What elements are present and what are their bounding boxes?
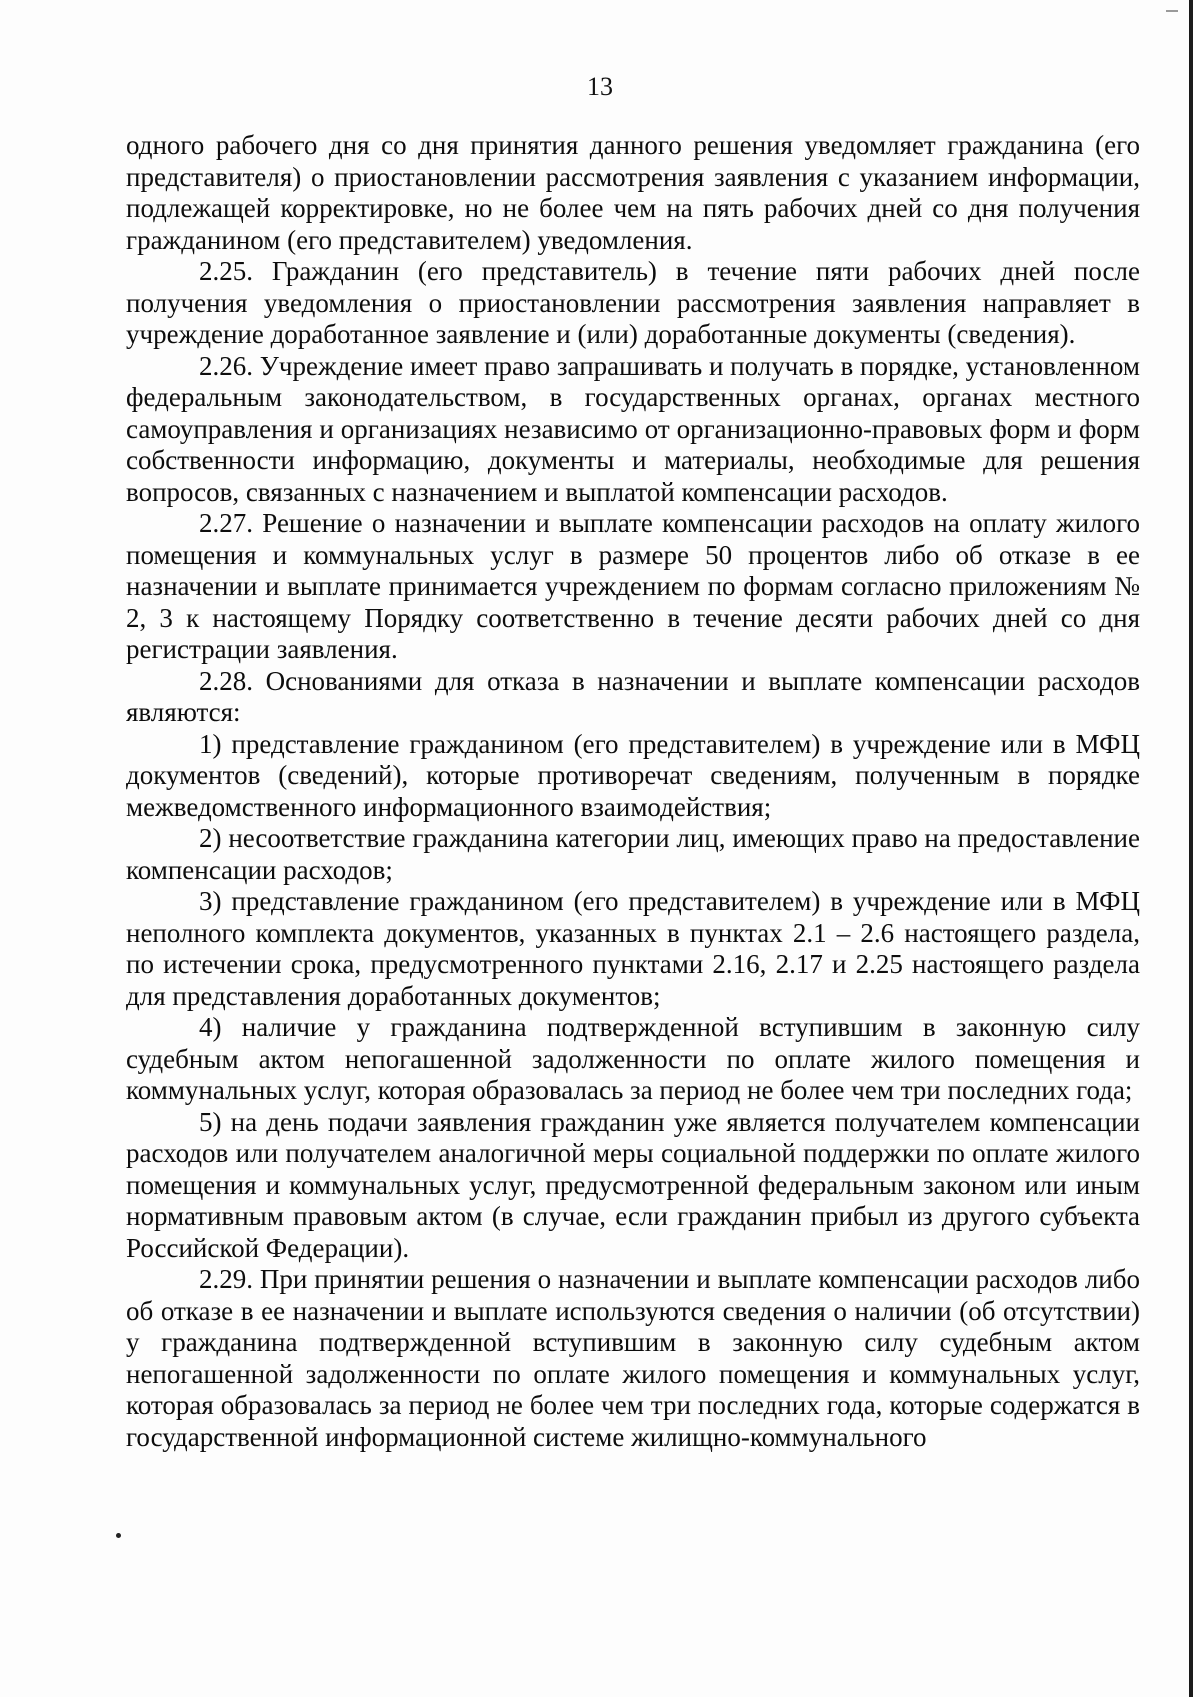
scan-corner-mark (1166, 10, 1178, 12)
document-body (126, 130, 1140, 1453)
page-number: 13 (587, 72, 613, 101)
paragraph-2-28: 2.28. Основаниями для отказа в назначении и выплате компенсации расходов являются: (126, 665, 1140, 727)
scan-edge-line (1189, 0, 1193, 1697)
list-item-5: 5) на день подачи заявления гражданин уже является получателем компенсации расходов или получателем аналогичной меры социальной поддержки по оплате жилого помещения и коммунальных услуг, предусмотренной федеральным законом или иным нормативным правовым актом (в случае, если гражданин прибыл из другого субъекта Российской Федерации). (126, 1106, 1140, 1263)
paragraph-continuation: одного рабочего дня со дня принятия данного решения уведомляет гражданина (его представителя) о приостановлении рассмотрения заявления с указанием информации, подлежащей корректировке, но не более чем на пять рабочих дней со дня получения гражданином (его представителем) уведомления. (126, 130, 1140, 255)
margin-dot-mark (116, 1533, 121, 1538)
list-item-4: 4) наличие у гражданина подтвержденной вступившим в законную силу судебным актом непогашенной задолженности по оплате жилого помещения и коммунальных услуг, которая образовалась за период не более чем три последних года; (126, 1012, 1140, 1105)
paragraph-2-27: 2.27. Решение о назначении и выплате компенсации расходов на оплату жилого помещения и коммунальных услуг в размере 50 процентов либо об отказе в ее назначении и выплате принимается учреждением по формам согласно приложениям № 2, 3 к настоящему Порядку соответственно в течение десяти рабочих дней со дня регистрации заявления. (126, 508, 1140, 664)
list-item-1: 1) представление гражданином (его представителем) в учреждение или в МФЦ документов (сведений), которые противоречат сведениям, полученным в порядке межведомственного информационного взаимодействия; (126, 728, 1140, 822)
paragraph-2-26: 2.26. Учреждение имеет право запрашивать и получать в порядке, установленном федеральным законодательством, в государственных органах, органах местного самоуправления и организациях независимо от организационно-правовых форм и форм собственности информацию, документы и материалы, необходимые для решения вопросов, связанных с назначением и выплатой компенсации расходов. (126, 350, 1140, 507)
list-item-2: 2) несоответствие гражданина категории лиц, имеющих право на предоставление компенсации расходов; (126, 823, 1140, 885)
paragraph-2-29: 2.29. При принятии решения о назначении и выплате компенсации расходов либо об отказе в ее назначении и выплате используются сведения о наличии (об отсутствии) у гражданина подтвержденной вступившим в законную силу судебным актом непогашенной задолженности по оплате жилого помещения и коммунальных услуг, которая образовалась за период не более чем три последних года, которые содержатся в государственной информационной системе жилищно-коммунального (126, 1264, 1140, 1452)
paragraph-2-25: 2.25. Гражданин (его представитель) в течение пяти рабочих дней после получения уведомления о приостановлении рассмотрения заявления направляет в учреждение доработанное заявление и (или) доработанные документы (сведения). (126, 256, 1140, 349)
list-item-3: 3) представление гражданином (его представителем) в учреждение или в МФЦ неполного комплекта документов, указанных в пунктах 2.1 – 2.6 настоящего раздела, по истечении срока, предусмотренного пунктами 2.16, 2.17 и 2.25 настоящего раздела для представления доработанных документов; (126, 886, 1140, 1011)
